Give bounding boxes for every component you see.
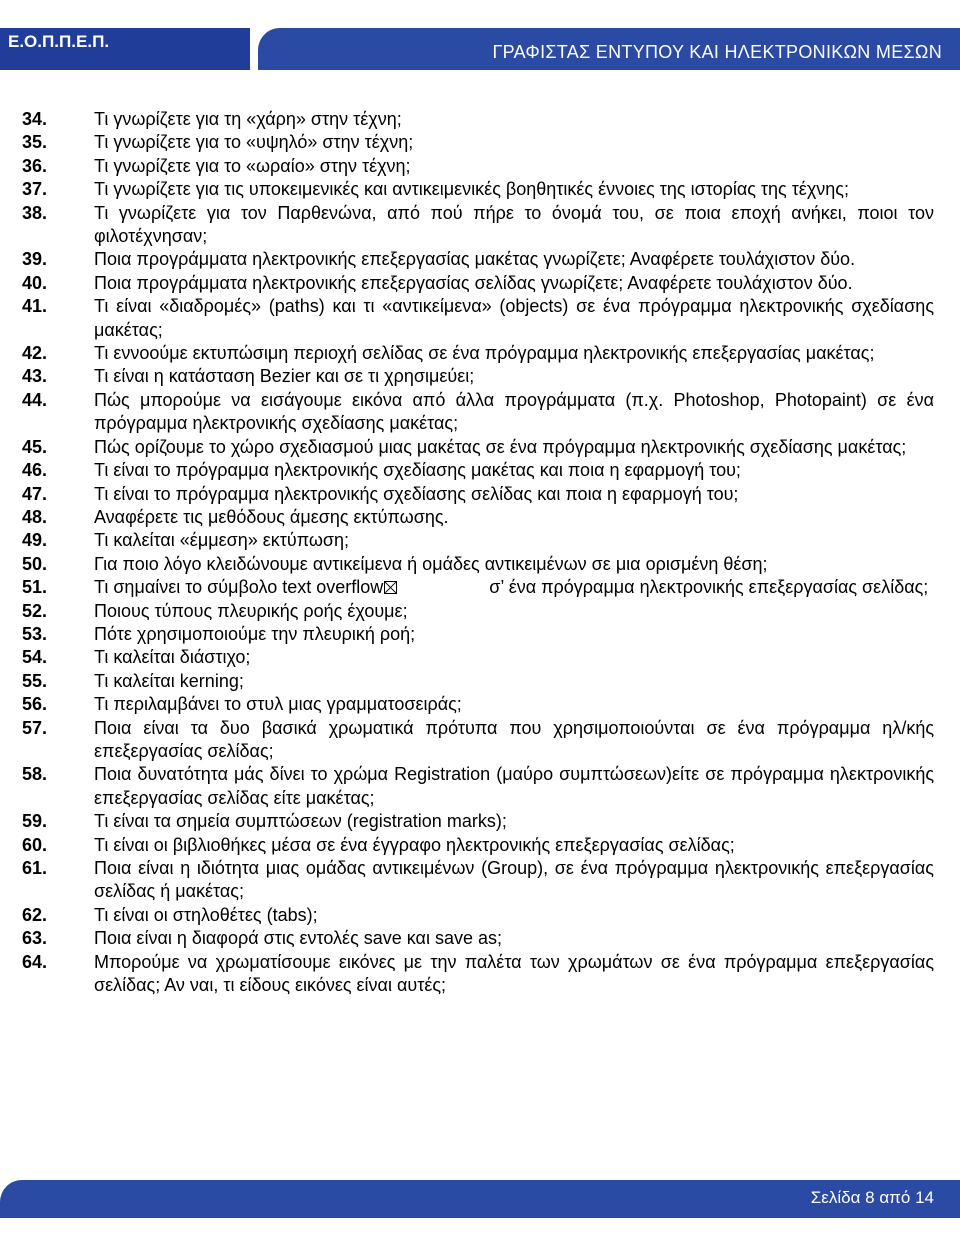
question-number: 46. xyxy=(22,460,48,481)
boxed-x-icon xyxy=(384,581,397,594)
question-item xyxy=(22,365,934,388)
question-text: Τι γνωρίζετε για το «υψηλό» στην τέχνη; xyxy=(94,132,414,153)
question-text: Τι γνωρίζετε για τη «χάρη» στην τέχνη; xyxy=(94,109,402,129)
question-text: Τι είναι τα σημεία συμπτώσεων (registration marks); xyxy=(94,811,507,832)
question-text: Για ποιο λόγο κλειδώνουμε αντικείμενα ή ομάδες αντικειμένων σε μια ορισμένη θέση; xyxy=(94,553,768,574)
question-text: Τι είναι η κατάσταση Bezier και σε τι χρησιμεύει; xyxy=(94,366,475,387)
question-text: Τι περιλαμβάνει το στυλ μιας γραμματοσειράς; xyxy=(94,694,462,715)
question-item xyxy=(22,670,934,693)
question-group-1 xyxy=(22,108,934,576)
question-item xyxy=(22,295,934,342)
question-text xyxy=(94,576,934,599)
question-number: 37. xyxy=(22,179,48,200)
question-item xyxy=(22,553,934,576)
question-number: 34. xyxy=(22,109,48,129)
question-number: 36. xyxy=(22,155,48,176)
question-text: Τι γνωρίζετε για τις υποκειμενικές και αντικειμενικές βοηθητικές έννοιες της ιστορίας της τέχνης; xyxy=(94,179,849,200)
question-group-2 xyxy=(22,600,934,998)
question-text: Ποια είναι η ιδιότητα μιας ομάδας αντικειμένων (Group), σε ένα πρόγραμμα ηλεκτρονικής επεξεργασίας σελίδας ή μακέτας; xyxy=(94,858,934,902)
question-item xyxy=(22,389,934,436)
question-item xyxy=(22,459,934,482)
question-number: 45. xyxy=(22,436,48,457)
question-text: Τι είναι «διαδρομές» (paths) και τι «αντικείμενα» (objects) σε ένα πρόγραμμα ηλεκτρονικής σχεδίασης μακέτας; xyxy=(94,296,934,340)
question-item xyxy=(22,717,934,764)
question-item xyxy=(22,248,934,271)
question-text: Ποια είναι η διαφορά στις εντολές save και save as; xyxy=(94,928,502,949)
question-number: 38. xyxy=(22,202,48,223)
question-number: 50. xyxy=(22,553,48,574)
question-number: 63. xyxy=(22,928,48,949)
question-text: Τι καλείται διάστιχο; xyxy=(94,647,251,668)
question-number: 58. xyxy=(22,764,48,785)
question-text: Ποια είναι τα δυο βασικά χρωματικά πρότυπα που χρησιμοποιούνται σε ένα πρόγραμμα ηλ/κής επεξεργασίας σελίδας; xyxy=(94,717,934,761)
question-number: 44. xyxy=(22,389,48,410)
question-text: Τι είναι οι βιβλιοθήκες μέσα σε ένα έγγραφο ηλεκτρονικής επεξεργασίας σελίδας; xyxy=(94,834,735,855)
question-item xyxy=(22,834,934,857)
course-title: ΓΡΑΦΙΣΤΑΣ ΕΝΤΥΠΟΥ ΚΑΙ ΗΛΕΚΤΡΟΝΙΚΩΝ ΜΕΣΩΝ xyxy=(492,42,942,62)
question-item xyxy=(22,108,934,131)
question-number: 56. xyxy=(22,694,48,715)
question-text: Τι γνωρίζετε για το «ωραίο» στην τέχνη; xyxy=(94,155,411,176)
question-item xyxy=(22,857,934,904)
question-number: 61. xyxy=(22,858,48,878)
question-number: 64. xyxy=(22,951,48,972)
question-item xyxy=(22,342,934,365)
question-number: 42. xyxy=(22,343,48,364)
question-item xyxy=(22,131,934,154)
question-text: Ποια προγράμματα ηλεκτρονικής επεξεργασίας μακέτας γνωρίζετε; Αναφέρετε τουλάχιστον δύο. xyxy=(94,249,856,270)
question-item xyxy=(22,646,934,669)
question-number: 41. xyxy=(22,296,48,317)
question-text-part-a: Τι σημαίνει το σύμβολο text overflow xyxy=(94,577,384,598)
question-number: 49. xyxy=(22,530,48,551)
question-number: 52. xyxy=(22,600,48,621)
question-item xyxy=(22,810,934,833)
question-item xyxy=(22,483,934,506)
question-text-part-b: σ’ ένα πρόγραμμα ηλεκτρονικής επεξεργασίας σελίδας; xyxy=(489,577,929,598)
question-number: 53. xyxy=(22,623,48,644)
question-text: Τι γνωρίζετε για τον Παρθενώνα, από πού πήρε το όνομά του, σε ποια εποχή ανήκει, ποιοι τον φιλοτέχνησαν; xyxy=(94,202,934,247)
page-footer xyxy=(0,1180,960,1218)
page-number: Σελίδα 8 από 14 xyxy=(810,1188,934,1207)
question-number: 35. xyxy=(22,132,48,153)
question-number: 47. xyxy=(22,483,48,504)
question-number: 51. xyxy=(22,577,48,598)
question-text: Μπορούμε να χρωματίσουμε εικόνες με την παλέτα των χρωμάτων σε ένα πρόγραμμα επεξεργασίας σελίδας; Αν ναι, τι είδους εικόνες είναι αυτές; xyxy=(94,951,934,996)
question-item xyxy=(22,529,934,552)
question-number: 48. xyxy=(22,506,48,527)
question-text: Αναφέρετε τις μεθόδους άμεσης εκτύπωσης. xyxy=(94,506,449,527)
question-item xyxy=(22,927,934,950)
question-item xyxy=(22,436,934,459)
question-item xyxy=(22,272,934,295)
question-text: Ποιους τύπους πλευρικής ροής έχουμε; xyxy=(94,600,408,621)
question-number: 43. xyxy=(22,366,48,387)
question-number: 55. xyxy=(22,670,48,691)
question-text: Τι καλείται kerning; xyxy=(94,670,244,691)
question-text: Τι καλείται «έμμεση» εκτύπωση; xyxy=(94,530,350,551)
question-text: Πώς μπορούμε να εισάγουμε εικόνα από άλλα προγράμματα (π.χ. Photoshop, Photopaint) σε ένα πρόγραμμα ηλεκτρονικής σχεδίασης μακέτας; xyxy=(94,389,934,434)
question-number: 39. xyxy=(22,249,48,270)
question-item xyxy=(22,763,934,810)
question-text: Τι είναι οι στηλοθέτες (tabs); xyxy=(94,904,318,925)
question-item xyxy=(22,904,934,927)
question-item xyxy=(22,693,934,716)
question-list xyxy=(22,108,934,997)
question-text: Τι είναι το πρόγραμμα ηλεκτρονικής σχεδίασης μακέτας και ποια η εφαρμογή του; xyxy=(94,460,741,481)
question-number: 40. xyxy=(22,272,48,293)
question-item xyxy=(22,600,934,623)
question-number: 57. xyxy=(22,717,48,738)
question-item xyxy=(22,951,934,998)
question-item xyxy=(22,155,934,178)
question-text: Ποια προγράμματα ηλεκτρονικής επεξεργασίας σελίδας γνωρίζετε; Αναφέρετε τουλάχιστον δύο. xyxy=(94,272,853,293)
question-number: 62. xyxy=(22,904,48,925)
question-text: Πότε χρησιμοποιούμε την πλευρική ροή; xyxy=(94,623,416,644)
question-text: Ποια δυνατότητα μάς δίνει το χρώμα Registration (μαύρο συμπτώσεων)είτε σε πρόγραμμα ηλεκτρονικής επεξεργασίας σελίδας είτε μακέτας; xyxy=(94,764,934,808)
question-item-51 xyxy=(22,576,934,599)
header-left-block xyxy=(0,28,250,70)
question-item xyxy=(22,202,934,249)
question-text: Τι εννοούμε εκτυπώσιμη περιοχή σελίδας σε ένα πρόγραμμα ηλεκτρονικής επεξεργασίας μακέτας; xyxy=(94,343,875,364)
question-item xyxy=(22,178,934,201)
question-text: Τι είναι το πρόγραμμα ηλεκτρονικής σχεδίασης σελίδας και ποια η εφαρμογή του; xyxy=(94,483,739,504)
organization-title: Ε.Ο.Π.Π.Ε.Π. xyxy=(8,32,110,51)
question-number: 59. xyxy=(22,811,48,832)
question-item xyxy=(22,623,934,646)
question-number: 60. xyxy=(22,834,48,855)
question-number: 54. xyxy=(22,647,48,668)
page-header xyxy=(0,28,960,70)
header-right-block xyxy=(258,28,960,70)
question-item xyxy=(22,506,934,529)
question-text: Πώς ορίζουμε το χώρο σχεδιασμού μιας μακέτας σε ένα πρόγραμμα ηλεκτρονικής σχεδίασης μακέτας; xyxy=(94,436,907,457)
